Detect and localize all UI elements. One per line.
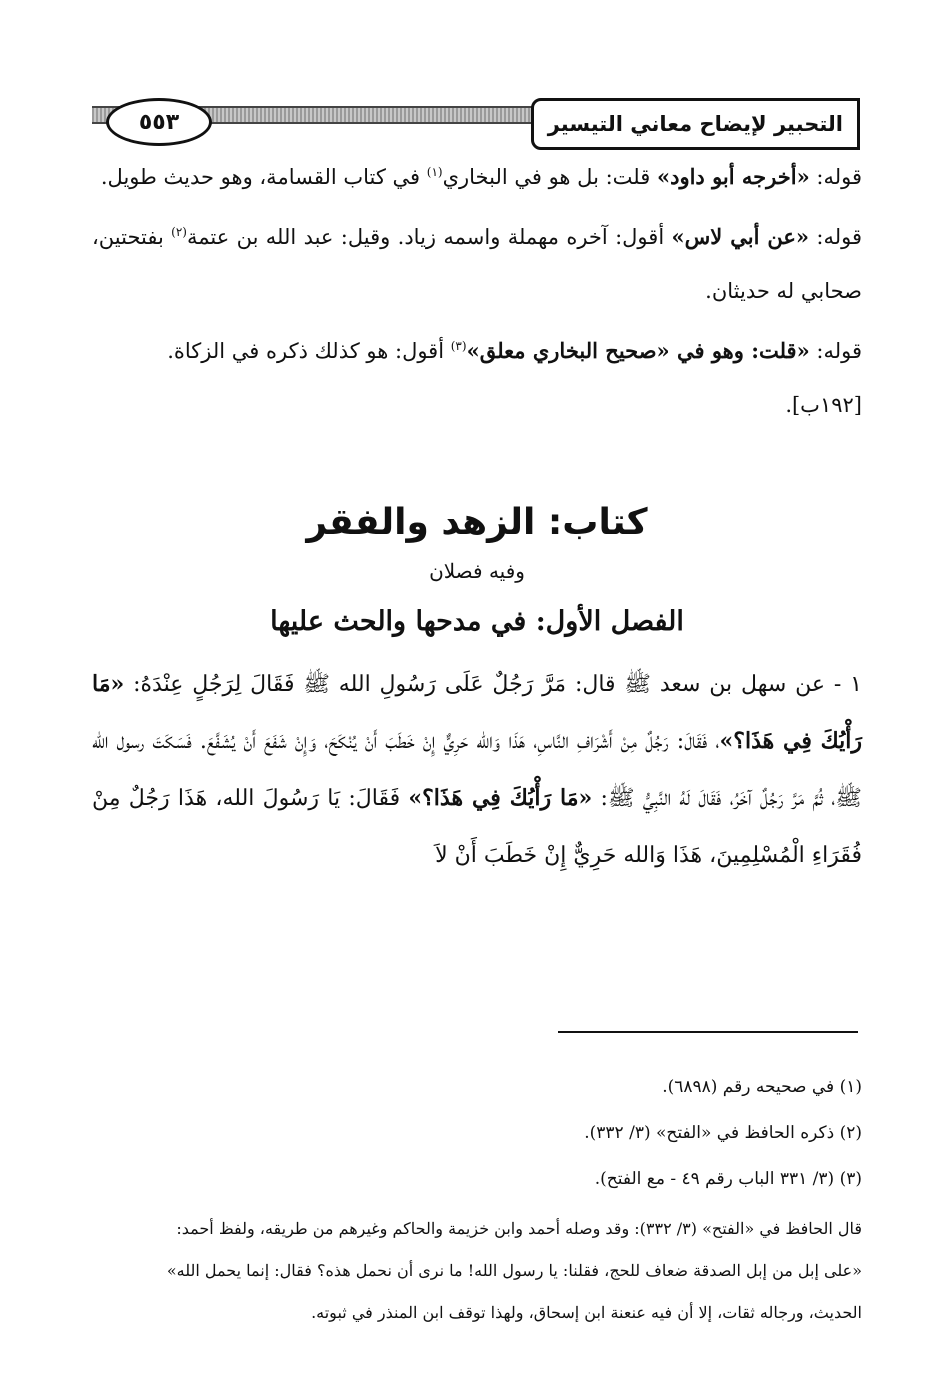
qawl-label: قوله: [809, 339, 862, 363]
commentary-paragraph-2 [92, 210, 862, 318]
book-title: التحبير لإيضاح معاني التيسير [531, 98, 860, 150]
footnote-ref-3[interactable]: (٣) [450, 339, 467, 353]
qawl-label: قوله: [809, 165, 862, 189]
commentary-paragraph-1 [92, 150, 862, 204]
hadith-text-span: ، فَقَالَ: رَجُلٌ مِنْ أَشْرَافِ النَّاسِ، هَذَا وَالله حَرِيٌّ إِنْ خَطَبَ أَنْ يُنْكَحَ، وَإِنْ شَفَعَ أَنْ يُشَفَّعَ. فَسَكَتَ رسول الله ﷺ، ثُمَّ مَرَّ رَجُلٌ آخَرُ، فَقَالَ لَهُ النَّبِيُّ ﷺ: [92, 729, 862, 811]
quoted-phrase: «عن أبي لاس» [671, 224, 810, 249]
quoted-phrase: «أخرجه أبو داود» [656, 164, 810, 189]
hadith-text-span: فَقَالَ: يَا رَسُولَ الله، هَذَا رَجُلٌ مِنْ فُقَرَاءِ الْمُسْلِمِينَ، هَذَا وَالله حَرِيٌّ إِنْ خَطَبَ أَنْ لاَ [92, 786, 862, 868]
hadith-paragraph [92, 656, 862, 884]
footnote-ref-2[interactable]: (٢) [171, 225, 187, 239]
commentary-text-span: أقول: هو كذلك ذكره في الزكاة. [167, 339, 451, 363]
commentary-text-span: قلت: بل هو في البخاري [442, 165, 657, 189]
hadith-quote: «مَا رَأْيُكَ فِي هَذَا؟» [92, 671, 862, 754]
footnote-separator [558, 1031, 858, 1033]
commentary-text-span: في كتاب القسامة، وهو حديث طويل. [100, 165, 427, 189]
footnote-3-continuation [92, 1208, 862, 1334]
footnote-2: (٢) ذكره الحافظ في «الفتح» (٣/ ٣٣٢). [584, 1123, 862, 1143]
commentary-text-span: أقول: آخره مهملة واسمه زياد. وقيل: عبد الله بن عتمة [186, 225, 672, 249]
footnote-line: «على إبل من إبل الصدقة ضعاف للحج، فقلنا: يا رسول الله! ما نرى أن نحمل هذه؟ فقال: إنما يحمل الله» [166, 1261, 862, 1280]
footnote-3: (٣) (٣/ ٣٣١ الباب رقم ٤٩ - مع الفتح). [594, 1169, 862, 1189]
commentary-text-span: بفتحتين، صحابي له حديثان. [92, 225, 862, 303]
hadith-number: ١ - [825, 672, 862, 697]
folio-marker: [١٩٢ب]. [785, 393, 862, 417]
footnote-1: (١) في صحيحه رقم (٦٨٩٨). [662, 1077, 862, 1097]
footnote-line: قال الحافظ في «الفتح» (٣/ ٣٣٢): وقد وصله أحمد وابن خزيمة والحاكم وغيرهم من طريقه، ولفظ أحمد: [176, 1219, 862, 1238]
book-section-subtitle: وفيه فصلان [429, 559, 525, 583]
page-number: ٥٥٣ [106, 98, 212, 146]
quoted-phrase: «قلت: وهو في «صحيح البخاري معلق» [466, 338, 810, 363]
commentary-paragraph-3 [92, 324, 862, 378]
qawl-label: قوله: [809, 225, 862, 249]
footnotes [92, 1064, 862, 1202]
running-header [92, 98, 860, 148]
footnote-ref-1[interactable]: (١) [426, 165, 443, 179]
footnote-line: الحديث، ورجاله ثقات، إلا أن فيه عنعنة ابن إسحاق، ولهذا توقف ابن المنذر في ثبوته. [311, 1303, 862, 1322]
hadith-quote: «مَا رَأْيُكَ فِي هَذَا؟» [408, 785, 593, 811]
commentary-text [92, 150, 862, 432]
book-section-title: كتاب: الزهد والفقر [306, 502, 648, 543]
chapter-title: الفصل الأول: في مدحها والحث عليها [270, 606, 684, 637]
hadith-text-span: عن سهل بن سعد ﷺ قال: مَرَّ رَجُلٌ عَلَى رَسُولِ الله ﷺ فَقَالَ لِرَجُلٍ عِنْدَهُ: [124, 672, 826, 697]
hadith-text [92, 656, 862, 884]
